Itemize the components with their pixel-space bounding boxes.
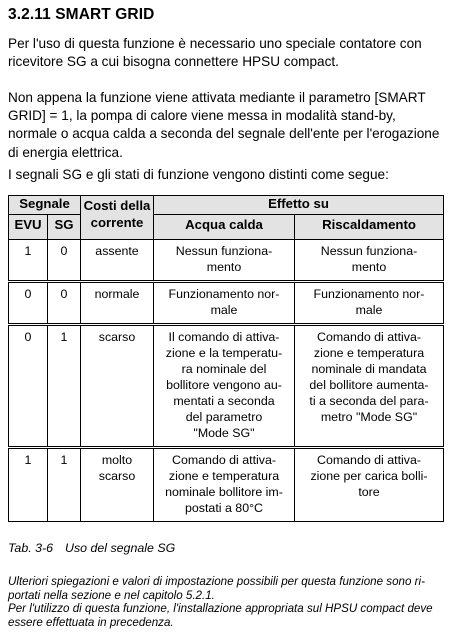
cell-costi: assente: [81, 240, 154, 282]
header-riscaldamento: Riscaldamento: [295, 215, 444, 240]
notes-block: [8, 575, 448, 629]
header-evu: EVU: [9, 215, 48, 240]
cell-risc: Comando di attiva- zione e temperatura nominale di mandata del bollitore aumenta- ti a seconda del para- metro "Mode SG": [295, 325, 444, 448]
cell-acqua: Comando di attiva- zione e temperatura nominale bollitore im- postati a 80°C: [154, 448, 295, 522]
cell-sg: 0: [48, 240, 81, 282]
signals-paragraph: I segnali SG e gli stati di funzione vengono distinti come segue:: [8, 167, 389, 182]
cell-evu: 0: [9, 325, 48, 448]
cell-acqua: Funzionamento nor- male: [154, 282, 295, 325]
cell-evu: 1: [9, 240, 48, 282]
note-installation: Per l'utilizzo di questa funzione, l'installazione appropriata sul HPSU compact deve essere effettuata in precedenza.: [8, 602, 433, 629]
table-row: [9, 325, 444, 448]
cell-sg: 0: [48, 282, 81, 325]
cell-acqua: Il comando di attiva- zione e la temperatu- ra nominale del bollitore vengono au- mentati a seconda del parametro "Mode SG": [154, 325, 295, 448]
activation-paragraph: Non appena la funzione viene attivata mediante il parametro [SMART GRID] = 1, la pompa di calore viene messa in modalità stand-by, normale o acqua calda a seconda del segnale dell'ente per l'erogazione di energia elettrica.: [8, 90, 440, 160]
table-row: [9, 282, 444, 325]
caption-text: Uso del segnale SG: [65, 541, 176, 555]
table-row: [9, 448, 444, 522]
caption-number: Tab. 3-6: [8, 541, 54, 555]
cell-costi: molto scarso: [81, 448, 154, 522]
sg-signal-table: [8, 195, 444, 522]
cell-costi: normale: [81, 282, 154, 325]
header-effetto: Effetto su: [154, 196, 444, 215]
cell-sg: 1: [48, 448, 81, 522]
cell-costi: scarso: [81, 325, 154, 448]
cell-evu: 0: [9, 282, 48, 325]
header-acqua-calda: Acqua calda: [154, 215, 295, 240]
header-sg: SG: [48, 215, 81, 240]
table-row: [9, 240, 444, 282]
cell-evu: 1: [9, 448, 48, 522]
cell-risc: Funzionamento nor- male: [295, 282, 444, 325]
cell-sg: 1: [48, 325, 81, 448]
intro-paragraph: Per l'uso di questa funzione è necessario uno speciale contatore con ricevitore SG a cui bisogna connettere HPSU compact.: [8, 36, 422, 70]
table-caption: [8, 541, 175, 555]
cell-risc: Nessun funziona- mento: [295, 240, 444, 282]
cell-acqua: Nessun funziona- mento: [154, 240, 295, 282]
cell-risc: Comando di attiva- zione per carica bolli- tore: [295, 448, 444, 522]
header-costi: Costi della corrente: [81, 196, 154, 240]
note-explanations: Ulteriori spiegazioni e valori di impostazione possibili per questa funzione sono ri- portati nella sezione e nel capitolo 5.2.1.: [8, 575, 425, 602]
section-heading: 3.2.11 SMART GRID: [8, 6, 155, 23]
header-segnale: Segnale: [9, 196, 81, 215]
